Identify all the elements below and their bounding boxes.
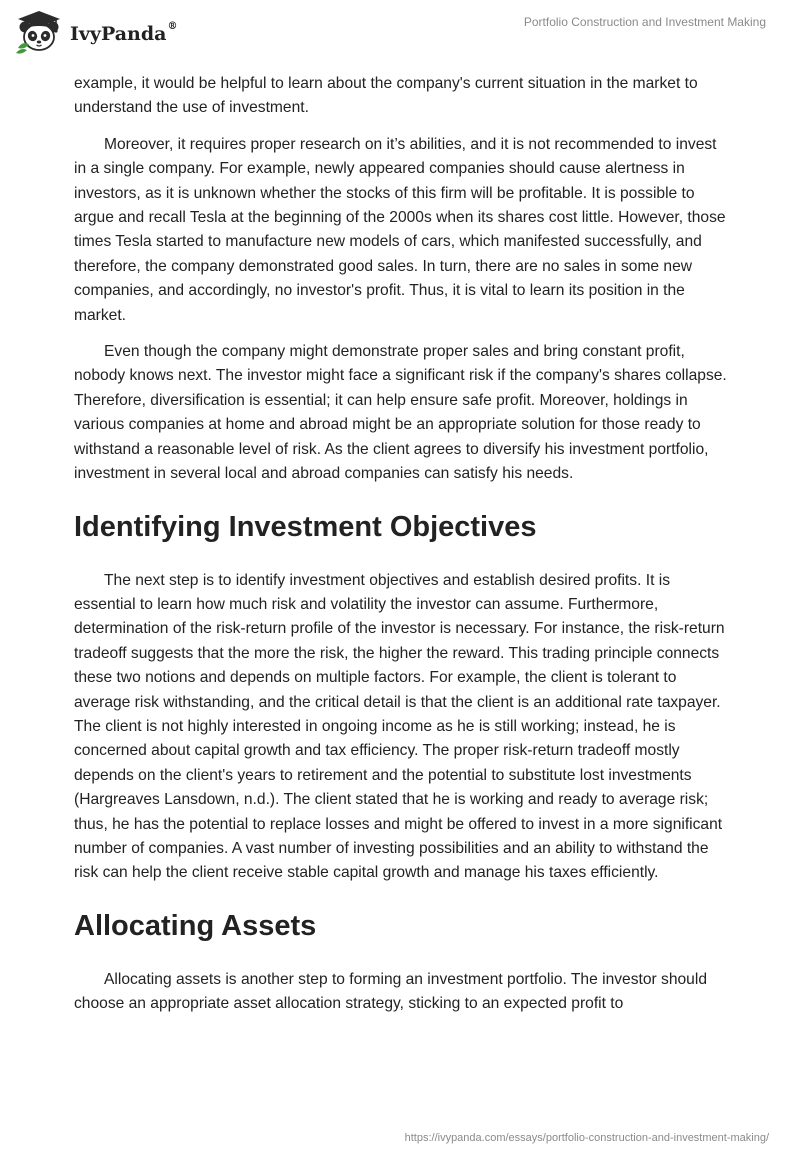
page-header: [0, 0, 800, 64]
intro-fragment-paragraph: example, it would be helpful to learn about the company's current situation in the market to understand the use of investment.: [74, 75, 698, 117]
document-title: Portfolio Construction and Investment Making: [523, 15, 766, 29]
source-url[interactable]: https://ivypanda.com/essays/portfolio-construction-and-investment-making/: [404, 1132, 769, 1144]
ivypanda-logo[interactable]: [14, 8, 177, 56]
heading-investment-objectives: Identifying Investment Objectives: [74, 510, 537, 543]
registered-mark: ®: [167, 21, 178, 32]
assets-paragraph: Allocating assets is another step to forming an investment portfolio. The investor should choose an appropriate asset allocation strategy, sticking to an expected profit to: [74, 970, 707, 1013]
research-paragraph: Moreover, it requires proper research on it’s abilities, and it is not recommended to invest in a single company. For example, newly appeared companies should cause alertness in investors, as it is unknown whether the stocks of this firm will be profitable. It is possible to argue and recall Tesla at the beginning of the 2000s when its shares cost little. However, those times Tesla started to manufacture new models of cars, which manifested successfully, and therefore, the company demonstrated good sales. In turn, there are no sales in some new companies, and accordingly, no investor's profit. Thus, it is vital to learn its position in the market.: [74, 135, 726, 324]
panda-graduate-icon: [14, 8, 64, 56]
objectives-paragraph: The next step is to identify investment objectives and establish desired profits. It is essential to learn how much risk and volatility the investor can assume. Furthermore, determination of the risk-return profile of the investor is necessary. For instance, the risk-return tradeoff suggests that the more the risk, the higher the reward. This trading principle connects these two notions and depends on multiple factors. For example, the client is tolerant to average risk withstanding, and the critical detail is that the client is an additional rate taxpayer. The client is not highly interested in ongoing income as he is still working; instead, he is concerned about capital growth and tax efficiency. The proper risk-return tradeoff mostly depends on the client's years to retirement and the potential to substitute lost investments (Hargreaves Lansdown, n.d.). The client stated that he is working and ready to average risk; thus, he has the potential to replace losses and might be offered to invest in a more significant number of companies. A vast number of investing possibilities and an ability to withstand the risk can help the client receive stable capital growth and manage his taxes efficiently.: [74, 571, 725, 882]
diversification-paragraph: Even though the company might demonstrate proper sales and bring constant profit, nobody knows next. The investor might face a significant risk if the company's shares collapse. Therefore, diversification is essential; it can help ensure safe profit. Moreover, holdings in various companies at home and abroad might be an appropriate solution for those ready to withstand a reasonable level of risk. As the client agrees to diversify his investment portfolio, investment in several local and abroad companies can satisfy his needs.: [74, 343, 727, 483]
heading-allocating-assets: Allocating Assets: [74, 909, 317, 942]
essay-body: [74, 72, 730, 1029]
brand-name: IvyPanda®: [70, 21, 178, 45]
